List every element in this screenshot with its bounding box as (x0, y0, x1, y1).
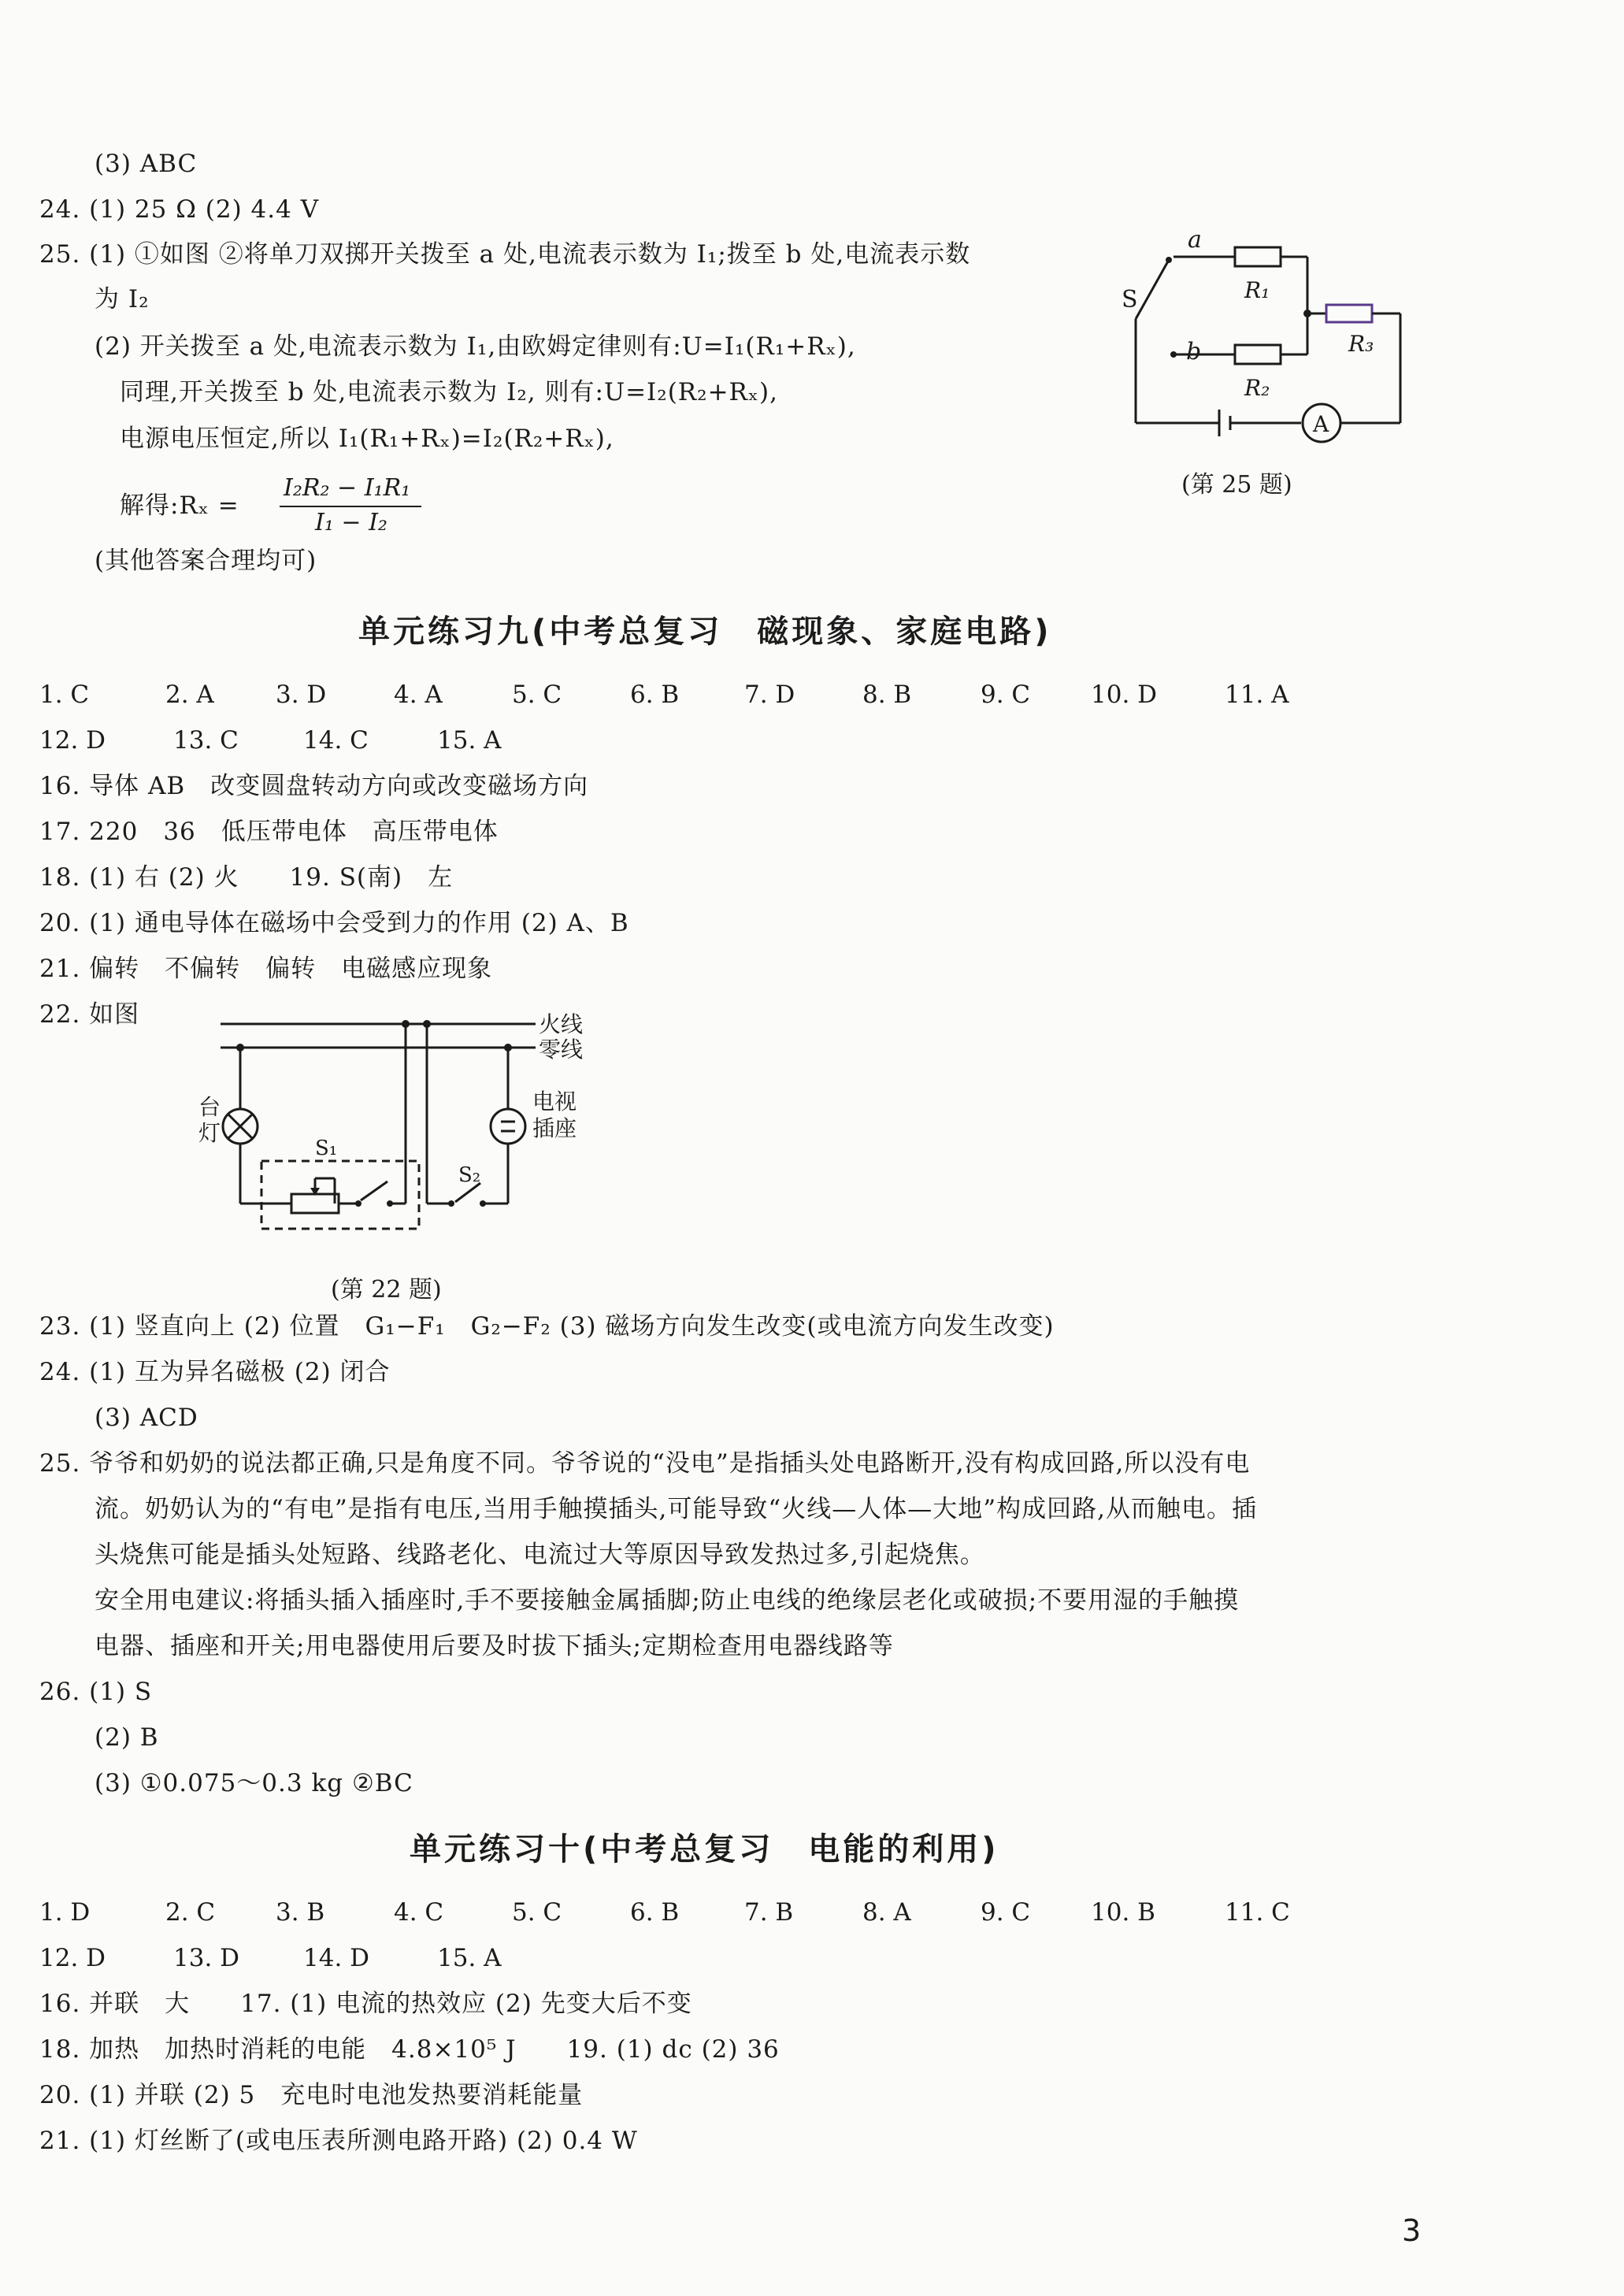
answer-item: 4. C (394, 1898, 444, 1927)
live-wire-label: 火线 (539, 1011, 584, 1037)
answer-item: 10. B (1091, 1898, 1155, 1927)
answer-line: (其他答案合理均可) (95, 547, 317, 575)
answer-line: 18. 加热 加热时消耗的电能 4.8×10⁵ J 19. (1) dc (2) 36 (39, 2035, 780, 2064)
answer-line: 为 I₂ (95, 285, 150, 313)
answer-line: (3) ①0.075～0.3 kg ②BC (95, 1769, 413, 1797)
fraction-denominator: I₁ − I₂ (315, 509, 387, 536)
answer-item: 4. A (394, 681, 443, 709)
answer-line: 22. 如图 (39, 1000, 140, 1029)
answer-item: 6. B (630, 1898, 680, 1927)
switch-s2-label: S₂ (458, 1163, 481, 1187)
answer-line: 20. (1) 通电导体在磁场中会受到力的作用 (2) A、B (39, 909, 629, 937)
answer-item: 8. A (862, 1898, 911, 1927)
answer-item: 6. B (630, 681, 680, 709)
answer-item: 9. C (981, 1898, 1031, 1927)
answer-item: 5. C (512, 1898, 562, 1927)
answer-line: 17. 220 36 低压带电体 高压带电体 (39, 818, 499, 846)
section-title: 单元练习十(中考总复习 电能的利用) (410, 1831, 999, 1868)
answer-line: (3) ACD (95, 1404, 198, 1432)
fraction-numerator: I₂R₂ − I₁R₁ (284, 474, 411, 502)
answer-item: 7. D (744, 681, 795, 709)
answer-item: 3. D (276, 681, 327, 709)
answer-item: 12. D (39, 726, 106, 755)
household-circuit-diagram-22 (189, 1000, 614, 1237)
answer-line: (2) B (95, 1723, 159, 1752)
answer-line: 头烧焦可能是插头处短路、线路老化、电流过大等原因导致发热过多,引起烧焦。 (95, 1541, 985, 1569)
answer-item: 7. B (744, 1898, 794, 1927)
answer-line: 25. (1) ①如图 ②将单刀双掷开关拨至 a 处,电流表示数为 I₁;拨至 b 处,电流表示数 (39, 240, 971, 269)
answer-line: 同理,开关拨至 b 处,电流表示数为 I₂, 则有:U=I₂(R₂+Rₓ), (120, 378, 778, 406)
answer-item: 3. B (276, 1898, 325, 1927)
fraction-bar (280, 506, 421, 507)
junction-dot (1303, 310, 1311, 317)
answer-line: 流。奶奶认为的“有电”是指有电压,当用手触摸插头,可能导致“火线—人体—大地”构成回路,从而触电。插 (95, 1495, 1257, 1523)
page-number: 3 (1402, 2213, 1422, 2248)
r2-label: R₂ (1244, 375, 1270, 401)
answer-line: 解得:Rₓ = (120, 491, 239, 520)
desk-lamp-label: 灯 (198, 1120, 221, 1146)
ammeter-icon: A (1313, 411, 1329, 437)
answer-line: 20. (1) 并联 (2) 5 充电时电池发热要消耗能量 (39, 2081, 584, 2109)
answer-line: 21. (1) 灯丝断了(或电压表所测电路开路) (2) 0.4 W (39, 2127, 638, 2155)
answer-item: 15. A (437, 1944, 502, 1972)
answer-item: 10. D (1091, 681, 1158, 709)
answer-item: 14. C (303, 726, 369, 755)
tv-socket-label: 电视 (532, 1089, 577, 1115)
terminal-a-label: a (1188, 228, 1202, 254)
answer-item: 13. D (173, 1944, 240, 1972)
figure-caption: (第 22 题) (331, 1276, 442, 1304)
desk-lamp-label: 台 (198, 1094, 221, 1120)
answer-line: (3) ABC (95, 150, 198, 178)
switch-s1-label: S₁ (315, 1137, 338, 1160)
answer-item: 15. A (437, 726, 502, 755)
answer-line: (2) 开关拨至 a 处,电流表示数为 I₁,由欧姆定律则有:U=I₁(R₁+Rₓ), (95, 332, 856, 361)
answer-item: 11. A (1225, 681, 1289, 709)
answer-line: 26. (1) S (39, 1678, 153, 1706)
answer-item: 2. A (165, 681, 214, 709)
circuit-diagram-25 (1118, 228, 1418, 457)
answer-line: 23. (1) 竖直向上 (2) 位置 G₁−F₁ G₂−F₂ (3) 磁场方向发生改变(或电流方向发生改变) (39, 1312, 1055, 1341)
answer-line: 24. (1) 互为异名磁极 (2) 闭合 (39, 1358, 391, 1386)
answer-line: 16. 导体 AB 改变圆盘转动方向或改变磁场方向 (39, 772, 589, 800)
answer-item: 12. D (39, 1944, 106, 1972)
answer-item: 14. D (303, 1944, 370, 1972)
answer-item: 8. B (862, 681, 912, 709)
answer-line: 25. 爷爷和奶奶的说法都正确,只是角度不同。爷爷说的“没电”是指插头处电路断开,没有构成回路,所以没有电 (39, 1449, 1251, 1478)
answer-item: 9. C (981, 681, 1031, 709)
answer-line: 24. (1) 25 Ω (2) 4.4 V (39, 195, 320, 224)
switch-s-label: S (1122, 286, 1138, 313)
section-title: 单元练习九(中考总复习 磁现象、家庭电路) (358, 614, 1052, 650)
answer-line: 电器、插座和开关;用电器使用后要及时拔下插头;定期检查用电器线路等 (95, 1632, 894, 1660)
answer-line: 安全用电建议:将插头插入插座时,手不要接触金属插脚;防止电线的绝缘层老化或破损;不要用湿的手触摸 (95, 1586, 1240, 1615)
answer-line: 电源电压恒定,所以 I₁(R₁+Rₓ)=I₂(R₂+Rₓ), (120, 425, 614, 453)
answer-item: 2. C (165, 1898, 216, 1927)
terminal-b-label: b (1186, 338, 1202, 365)
answer-line: 16. 并联 大 17. (1) 电流的热效应 (2) 先变大后不变 (39, 1990, 692, 2018)
answer-item: 13. C (173, 726, 239, 755)
answer-line: 21. 偏转 不偏转 偏转 电磁感应现象 (39, 955, 493, 983)
answer-item: 1. D (39, 1898, 91, 1927)
tv-socket-label: 插座 (532, 1115, 577, 1141)
answer-item: 11. C (1225, 1898, 1290, 1927)
answer-item: 1. C (39, 681, 90, 709)
figure-caption: (第 25 题) (1181, 471, 1292, 499)
r1-label: R₁ (1244, 277, 1270, 303)
r3-label: R₃ (1348, 331, 1374, 357)
neutral-wire-label: 零线 (539, 1037, 584, 1063)
answer-item: 5. C (512, 681, 562, 709)
answer-line: 18. (1) 右 (2) 火 19. S(南) 左 (39, 863, 454, 892)
